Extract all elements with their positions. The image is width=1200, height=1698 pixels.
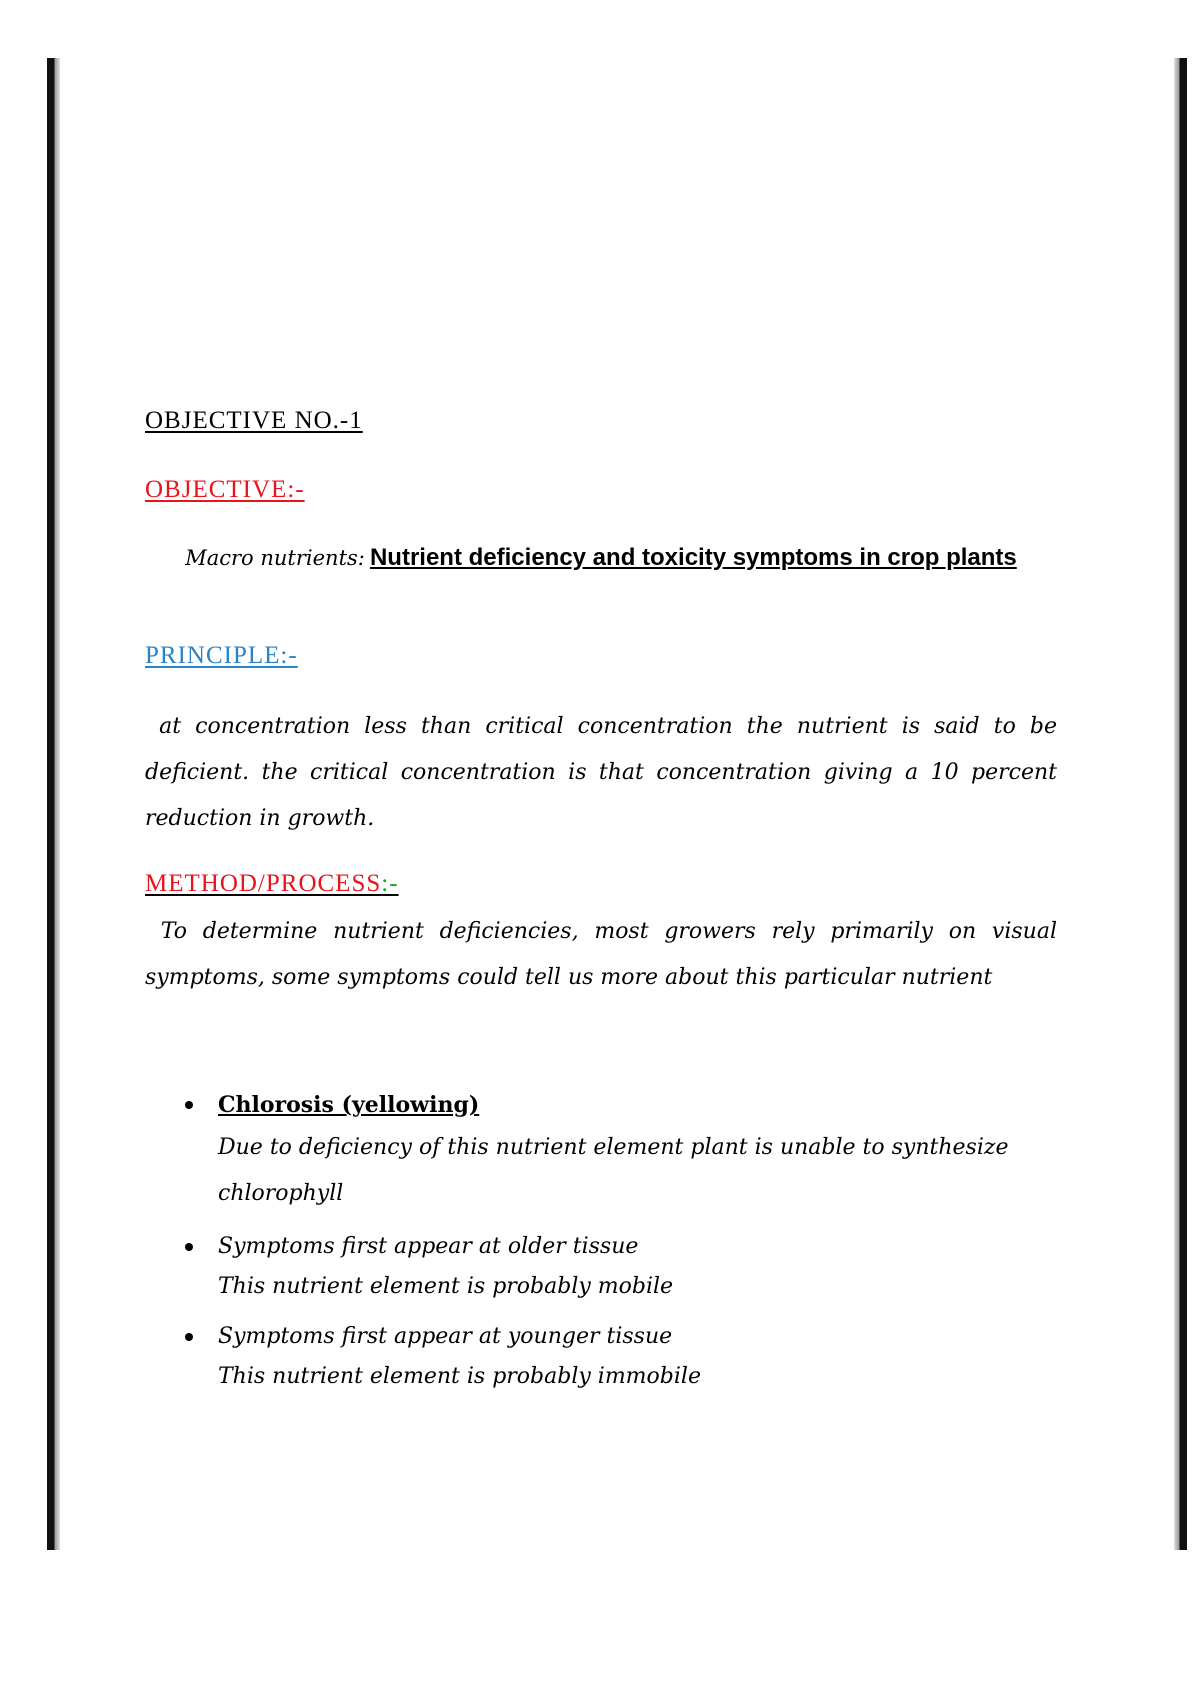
method-body: To determine nutrient deficiencies, most growers rely primarily on visual symptoms, some symptoms could tell us more about this particular nutrient [145, 919, 1057, 990]
list-item-desc: Due to deficiency of this nutrient element plant is unable to synthesize chlorophyll [218, 1135, 1009, 1206]
list-item-title: Symptoms first appear at older tissue [218, 1234, 639, 1259]
list-item-title: Chlorosis (yellowing) [218, 1092, 480, 1118]
objective-statement [145, 536, 1057, 582]
objective-lead: Macro nutrients: [185, 546, 365, 570]
list-item [145, 1085, 1057, 1217]
principle-body: at concentration less than critical concentration the nutrient is said to be deficient. the critical concentration is that concentration giving a 10 percent reduction in growth. [145, 714, 1057, 831]
objective-number-heading: OBJECTIVE NO.-1 [145, 407, 363, 434]
objective-heading: OBJECTIVE:- [145, 476, 305, 503]
page-border-right [1174, 58, 1187, 1550]
page-border-left [47, 58, 60, 1550]
principle-heading: PRINCIPLE:- [145, 642, 298, 669]
list-item [145, 1317, 1057, 1397]
method-text [145, 909, 1057, 1001]
principle-text [145, 704, 1057, 842]
method-heading [145, 870, 399, 898]
symptom-list [145, 1085, 1057, 1407]
bullet-icon [185, 1333, 193, 1341]
list-item [145, 1227, 1057, 1307]
objective-title: Nutrient deficiency and toxicity symptoms in crop plants [369, 544, 1017, 571]
bullet-icon [185, 1243, 193, 1251]
method-heading-main: METHOD/PROCESS [145, 870, 382, 897]
method-heading-suffix: :- [381, 870, 399, 897]
list-item-desc: This nutrient element is probably immobile [218, 1364, 701, 1389]
bullet-icon [185, 1101, 193, 1109]
list-item-desc: This nutrient element is probably mobile [218, 1274, 674, 1299]
list-item-title: Symptoms first appear at younger tissue [218, 1324, 673, 1349]
